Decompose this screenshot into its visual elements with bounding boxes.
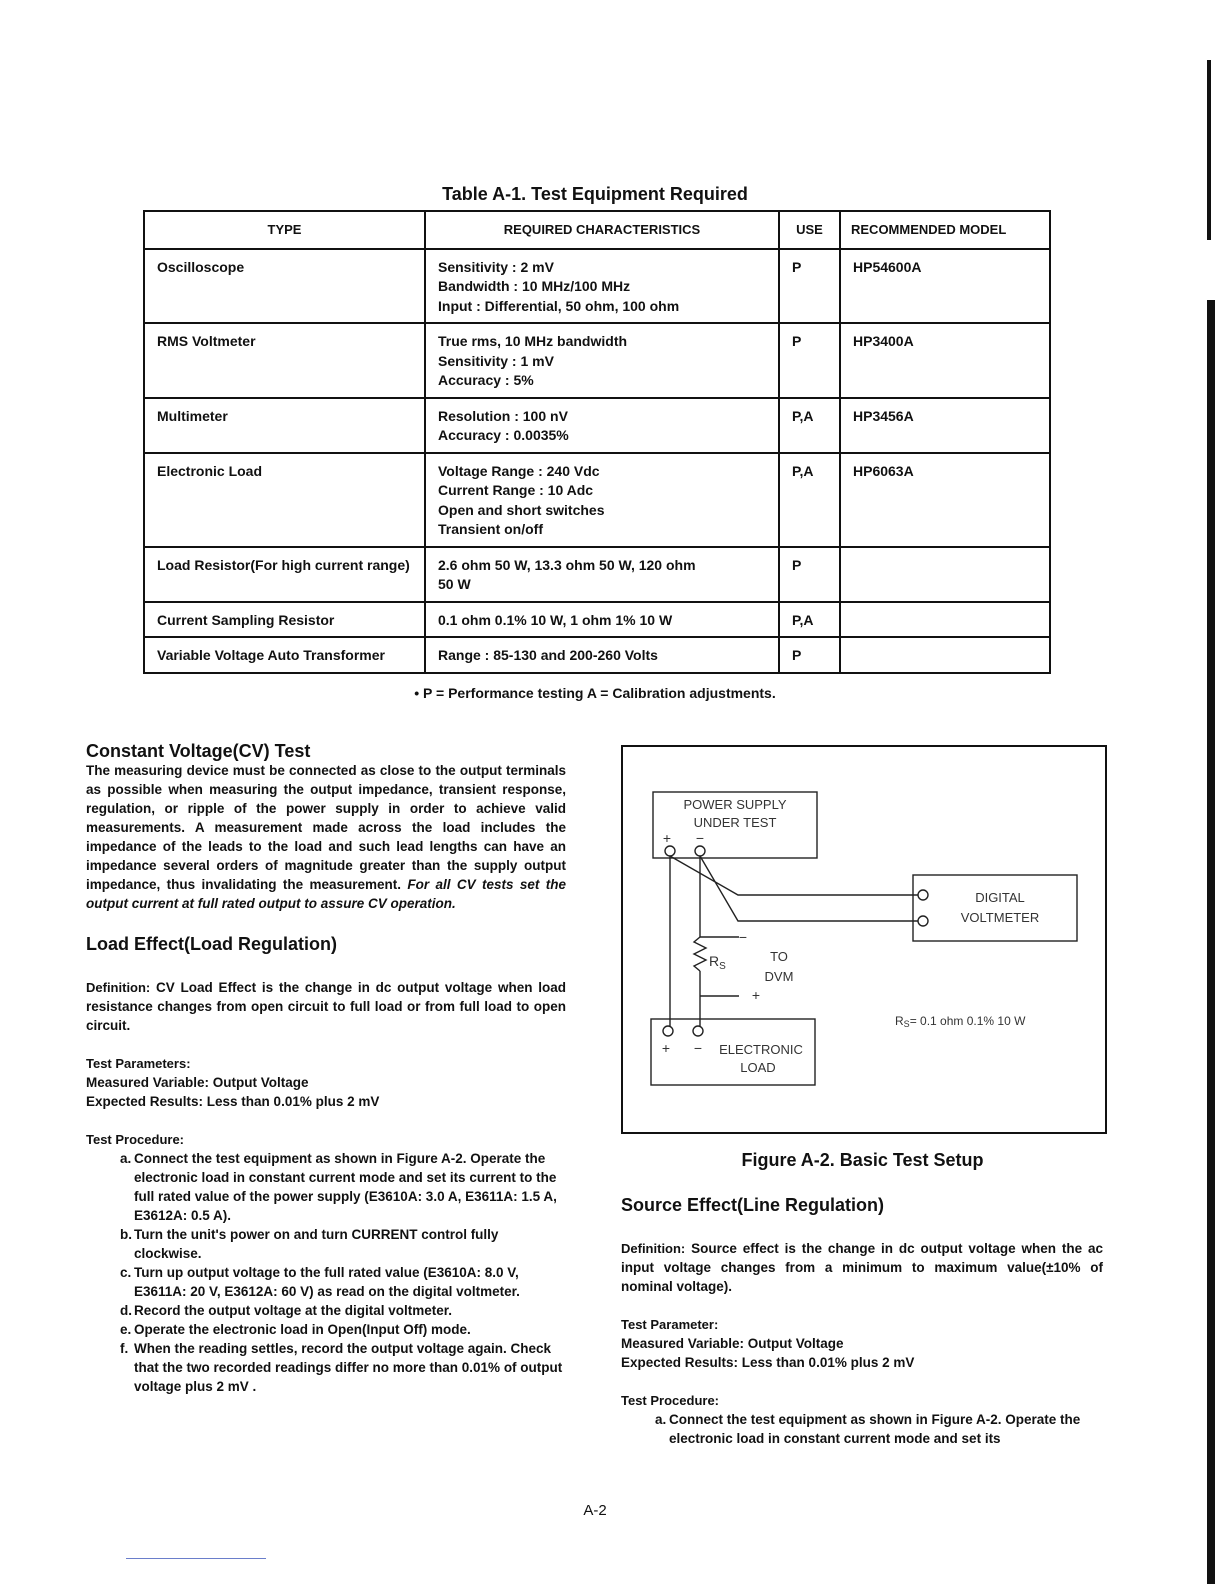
cell-type: Load Resistor(For high current range): [144, 547, 425, 602]
step-text: Turn up output voltage to the full rated value (E3610A: 8.0 V, E3611A: 20 V, E3612A: 60 V) as read on the digital voltmeter.: [134, 1265, 520, 1299]
expected-results: Expected Results: Less than 0.01% plus 2 mV: [86, 1094, 380, 1109]
cell-use: P: [779, 323, 840, 398]
cell-type: Oscilloscope: [144, 249, 425, 324]
step-label: d.: [120, 1303, 132, 1318]
cell-type: Electronic Load: [144, 453, 425, 547]
char-line: Resolution : 100 nV: [438, 407, 568, 424]
cv-heading: Constant Voltage(CV) Test: [86, 741, 311, 761]
test-procedure-heading: Test Procedure:: [86, 1132, 185, 1147]
table-row: [144, 323, 1050, 398]
step-text: Record the output voltage at the digital voltmeter.: [134, 1303, 453, 1318]
left-column: [86, 742, 566, 1396]
char-line: Sensitivity : 1 mV: [438, 352, 554, 369]
cell-characteristics: [425, 547, 779, 602]
table-row: [144, 637, 1050, 673]
definition-label: Definition:: [86, 980, 151, 995]
cv-body-text: The measuring device must be connected as close to the output terminals as possible when measuring the output impedance, transient response, regulation, or ripple of the power supply in order to achieve valid measurements. A measurement made across the load includes the impedance of the leads to the load and such lead lengths can have an impedance several orders of magnitude greater than the supply output impedance, thus invalidating the measurement.: [86, 763, 566, 892]
source-effect-definition: [621, 1239, 1103, 1296]
rs-minus-mark: −: [738, 929, 748, 945]
scan-edge-mark: [1207, 60, 1211, 240]
char-line: 50 W: [438, 576, 471, 592]
table-row: [144, 249, 1050, 324]
definition-text: Source effect is the change in dc output voltage when the ac input voltage changes from a minimum to maximum value(±10% of nominal voltage).: [621, 1241, 1103, 1294]
char-line: Current Range : 10 Adc: [438, 482, 594, 498]
cell-model: HP3456A: [840, 398, 1050, 453]
header-characteristics: REQUIRED CHARACTERISTICS: [425, 211, 779, 249]
step-label: f.: [120, 1341, 129, 1356]
scan-edge-bar: [1207, 300, 1215, 1584]
char-line: 0.1 ohm 0.1% 10 W, 1 ohm 1% 10 W: [438, 611, 673, 628]
dvm-short-label: DVM: [764, 969, 794, 984]
load-minus-label: −: [693, 1040, 703, 1056]
page-number: A-2: [583, 1502, 607, 1519]
source-effect-heading: Source Effect(Line Regulation): [621, 1195, 885, 1215]
step-label: b.: [120, 1227, 132, 1242]
cell-type: RMS Voltmeter: [144, 323, 425, 398]
cell-use: P: [779, 249, 840, 324]
cell-model: HP54600A: [840, 249, 1050, 324]
figure-caption: Figure A-2. Basic Test Setup: [741, 1150, 984, 1170]
table-row: [144, 547, 1050, 602]
table-row: [144, 602, 1050, 638]
to-label: TO: [770, 949, 788, 964]
step-text: Operate the electronic load in Open(Input Off) mode.: [134, 1322, 471, 1337]
measured-variable: Measured Variable: Output Voltage: [86, 1075, 309, 1090]
list-item: [86, 1225, 566, 1263]
list-item: [86, 1149, 566, 1225]
cell-characteristics: [425, 249, 779, 324]
step-text: Turn the unit's power on and turn CURRENT control fully clockwise.: [134, 1227, 499, 1261]
cell-characteristics: [425, 637, 779, 673]
measured-variable: Measured Variable: Output Voltage: [621, 1336, 844, 1351]
cell-use: P: [779, 547, 840, 602]
bottom-rule: [126, 1558, 266, 1559]
char-line: True rms, 10 MHz bandwidth: [438, 333, 628, 349]
list-item: [621, 1410, 1103, 1448]
table-row: [144, 398, 1050, 453]
rs-spec: RS= 0.1 ohm 0.1% 10 W: [895, 1014, 1026, 1029]
cell-use: P,A: [779, 398, 840, 453]
header-model: RECOMMENDED MODEL: [840, 211, 1050, 249]
char-line: Sensitivity : 2 mV: [438, 258, 554, 275]
cell-model: [840, 637, 1050, 673]
step-label: e.: [120, 1322, 132, 1337]
cell-use: P,A: [779, 453, 840, 547]
cell-model: [840, 547, 1050, 602]
list-item: [86, 1301, 566, 1320]
rs-plus-mark: +: [751, 987, 761, 1003]
test-parameter-heading: Test Parameter:: [621, 1317, 719, 1332]
char-line: 2.6 ohm 50 W, 13.3 ohm 50 W, 120 ohm: [438, 556, 696, 573]
definition-label: Definition:: [621, 1241, 686, 1256]
test-procedure-heading: Test Procedure:: [621, 1393, 720, 1408]
char-line: Input : Differential, 50 ohm, 100 ohm: [438, 297, 680, 314]
list-item: [86, 1320, 566, 1339]
right-column: [621, 1196, 1103, 1448]
cv-body: [86, 761, 566, 913]
load-label-1: ELECTRONIC: [719, 1042, 803, 1057]
step-label: c.: [120, 1265, 132, 1280]
cell-type: Variable Voltage Auto Transformer: [144, 637, 425, 673]
cell-model: [840, 602, 1050, 638]
psu-label-1: POWER SUPPLY: [683, 797, 787, 812]
cell-use: P: [779, 637, 840, 673]
psu-minus-label: −: [695, 830, 705, 846]
table-row: [144, 453, 1050, 547]
cell-type: Current Sampling Resistor: [144, 602, 425, 638]
step-text: When the reading settles, record the output voltage again. Check that the two recorded readings differ no more than 0.01% of output voltage plus 2 mV .: [134, 1341, 563, 1394]
figure-basic-test-setup: [621, 745, 1107, 1134]
psu-plus-label: +: [662, 830, 672, 846]
dvm-label-2: VOLTMETER: [960, 910, 1040, 925]
cell-type: Multimeter: [144, 398, 425, 453]
dvm-label-1: DIGITAL: [975, 890, 1025, 905]
step-text: Connect the test equipment as shown in Figure A-2. Operate the electronic load in constant current mode and set its current to the full rated value of the power supply (E3610A: 3.0 A, E3611A: 1.5 A, E3612A: 0.5 A).: [134, 1151, 557, 1223]
psu-label-2: UNDER TEST: [693, 815, 777, 830]
step-label: a.: [655, 1412, 667, 1427]
header-type: TYPE: [144, 211, 425, 249]
step-label: a.: [120, 1151, 132, 1166]
load-effect-definition: [86, 978, 566, 1035]
load-label-2: LOAD: [740, 1060, 776, 1075]
cell-characteristics: [425, 602, 779, 638]
char-line: Transient on/off: [438, 521, 543, 537]
load-effect-heading: Load Effect(Load Regulation): [86, 934, 337, 954]
char-line: Accuracy : 5%: [438, 372, 534, 388]
procedure-list: [86, 1149, 566, 1396]
char-line: Accuracy : 0.0035%: [438, 427, 569, 443]
list-item: [86, 1339, 566, 1396]
table-title: Table A-1. Test Equipment Required: [442, 184, 748, 204]
table-footnote: • P = Performance testing A = Calibration adjustments.: [414, 685, 776, 701]
load-plus-label: +: [661, 1040, 671, 1056]
psu-minus-terminal: [695, 846, 705, 856]
cell-characteristics: [425, 398, 779, 453]
list-item: [86, 1263, 566, 1301]
char-line: Open and short switches: [438, 501, 605, 518]
circuit-diagram: [623, 747, 1105, 1132]
char-line: Range : 85-130 and 200-260 Volts: [438, 647, 658, 663]
cell-model: HP3400A: [840, 323, 1050, 398]
rs-label: $R_S$: [709, 953, 726, 972]
cell-characteristics: [425, 453, 779, 547]
dvm-box: [913, 875, 1077, 941]
header-use: USE: [779, 211, 840, 249]
psu-plus-terminal: [665, 846, 675, 856]
expected-results: Expected Results: Less than 0.01% plus 2 mV: [621, 1355, 915, 1370]
definition-text: CV Load Effect is the change in dc output voltage when load resistance changes from open circuit to full load or from full load to open circuit.: [86, 980, 566, 1033]
cell-use: P,A: [779, 602, 840, 638]
test-parameters-heading: Test Parameters:: [86, 1056, 191, 1071]
cell-characteristics: [425, 323, 779, 398]
cv-body-italic: For all CV tests set the output current at full rated output to assure CV operation.: [86, 877, 567, 911]
equipment-table: [143, 210, 1051, 674]
char-line: Bandwidth : 10 MHz/100 MHz: [438, 278, 631, 294]
char-line: Voltage Range : 240 Vdc: [438, 462, 600, 479]
table-header-row: [144, 211, 1050, 249]
cell-model: HP6063A: [840, 453, 1050, 547]
step-text: Connect the test equipment as shown in Figure A-2. Operate the electronic load in constant current mode and set its: [669, 1412, 1081, 1446]
